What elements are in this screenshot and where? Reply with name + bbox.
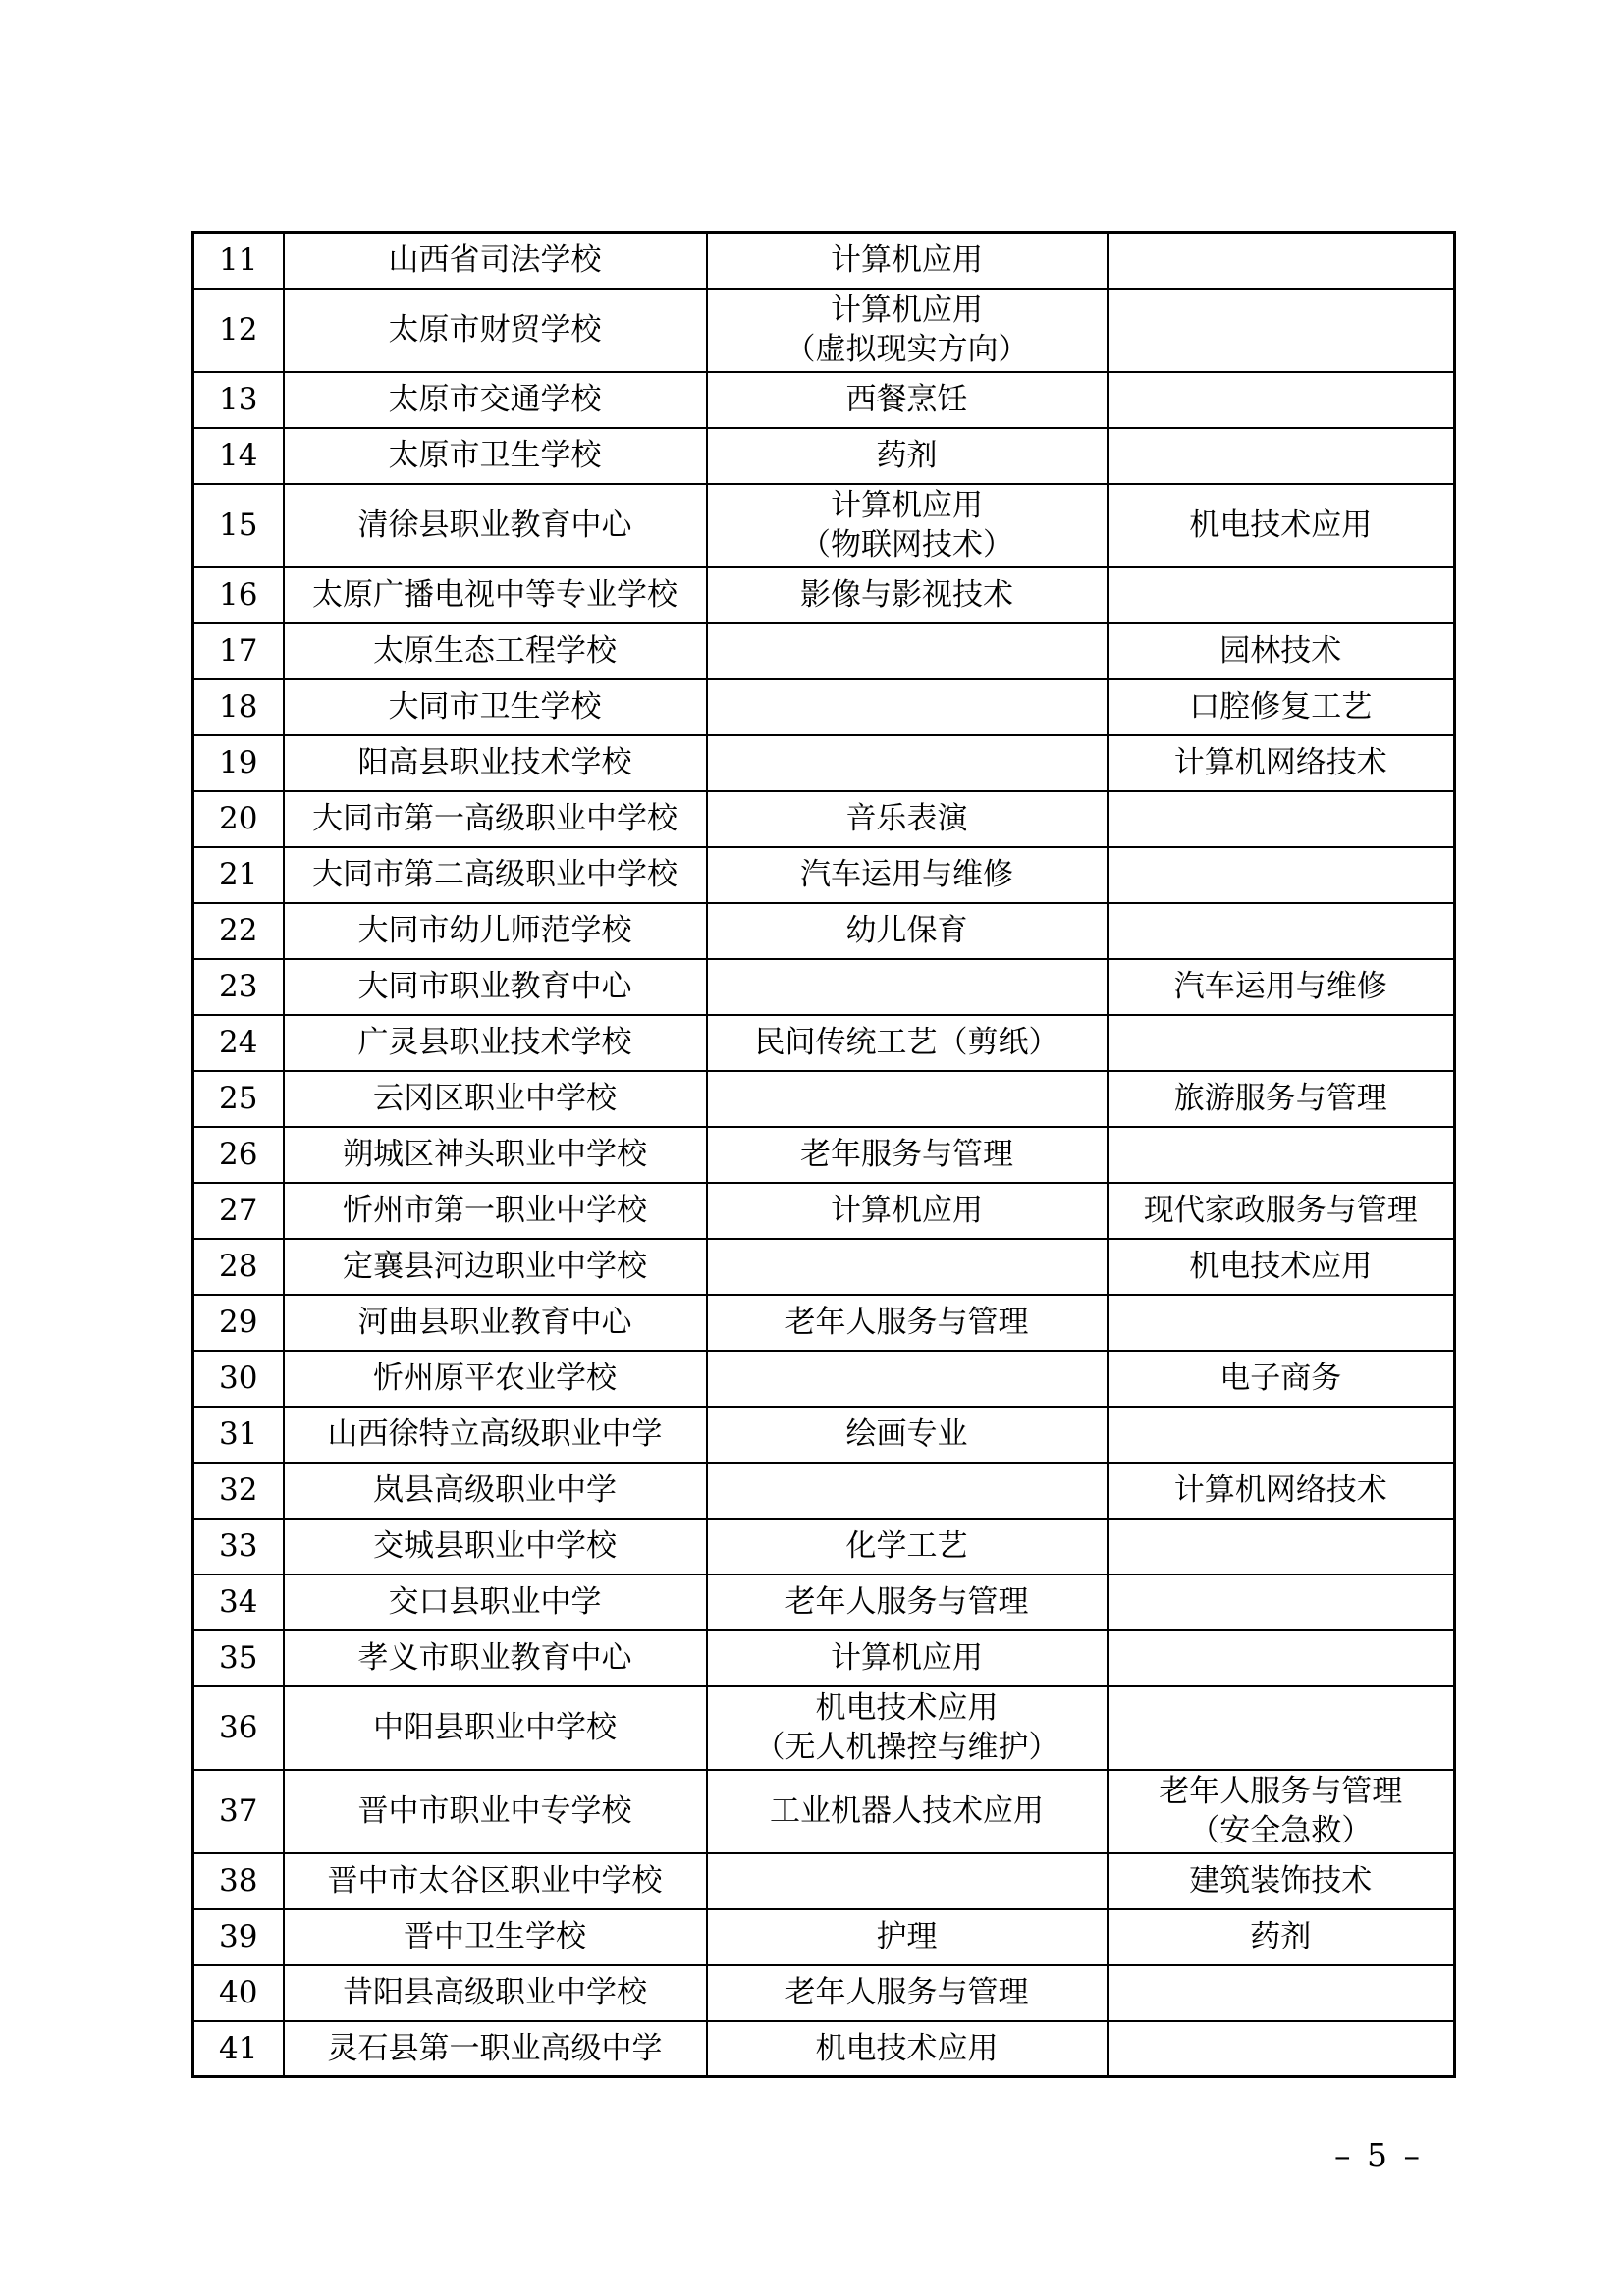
- major1-cell: [707, 1127, 1108, 1183]
- cell-text-line: 幼儿保育: [845, 913, 968, 948]
- school-name-cell: [284, 428, 707, 484]
- cell-text-line: 19: [219, 745, 258, 780]
- major1-cell: [707, 1909, 1108, 1965]
- row-number-cell: [193, 959, 284, 1015]
- cell-text-line: 18: [219, 689, 258, 724]
- school-name-cell: [284, 735, 707, 791]
- table-row: [193, 1015, 1455, 1071]
- cell-text-line: 机电技术应用: [1189, 1249, 1373, 1284]
- cell-text-line: 山西徐特立高级职业中学: [327, 1416, 663, 1452]
- cell-text-line: 13: [219, 382, 258, 417]
- cell-text-line: 28: [219, 1249, 258, 1284]
- major1-cell: [707, 1071, 1108, 1127]
- cell-text-line: 老年人服务与管理: [785, 1305, 1029, 1340]
- major1-cell: [707, 1239, 1108, 1295]
- major1-cell: [707, 567, 1108, 623]
- school-name-cell: [284, 233, 707, 289]
- row-number-cell: [193, 1853, 284, 1909]
- cell-text-line: 电子商务: [1219, 1361, 1342, 1396]
- row-number-cell: [193, 233, 284, 289]
- cell-text-line: （物联网技术）: [800, 527, 1013, 562]
- school-name-cell: [284, 1770, 707, 1853]
- major2-cell: [1108, 1853, 1455, 1909]
- row-number-cell: [193, 623, 284, 679]
- cell-text-line: 40: [219, 1975, 258, 2010]
- row-number-cell: [193, 735, 284, 791]
- cell-text-line: 民间传统工艺（剪纸）: [754, 1025, 1059, 1060]
- cell-text-line: 西餐烹饪: [845, 382, 968, 417]
- major1-cell: [707, 791, 1108, 847]
- row-number-cell: [193, 1183, 284, 1239]
- major1-cell: [707, 1770, 1108, 1853]
- table-row: [193, 679, 1455, 735]
- school-name-cell: [284, 567, 707, 623]
- cell-text-line: 24: [219, 1025, 258, 1060]
- table-row: [193, 1239, 1455, 1295]
- major2-cell: [1108, 428, 1455, 484]
- table-row: [193, 959, 1455, 1015]
- major2-cell: [1108, 903, 1455, 959]
- cell-text-line: 17: [219, 633, 258, 668]
- table-row: [193, 1127, 1455, 1183]
- table-row: [193, 484, 1455, 567]
- cell-text-line: （虚拟现实方向）: [785, 332, 1029, 367]
- cell-text-line: 26: [219, 1137, 258, 1172]
- cell-text-line: 交城县职业中学校: [373, 1528, 617, 1564]
- school-name-cell: [284, 1519, 707, 1575]
- major1-cell: [707, 289, 1108, 372]
- cell-text-line: 老年人服务与管理: [785, 1975, 1029, 2010]
- cell-text-line: 旅游服务与管理: [1173, 1081, 1387, 1116]
- cell-text-line: 晋中市职业中专学校: [357, 1793, 632, 1829]
- major1-cell: [707, 735, 1108, 791]
- cell-text-line: 太原市交通学校: [388, 382, 602, 417]
- table-row: [193, 1630, 1455, 1686]
- major2-cell: [1108, 1463, 1455, 1519]
- major2-cell: [1108, 735, 1455, 791]
- school-name-cell: [284, 1853, 707, 1909]
- cell-text-line: 36: [219, 1710, 258, 1745]
- school-name-cell: [284, 372, 707, 428]
- cell-text-line: 29: [219, 1305, 258, 1340]
- major1-cell: [707, 2021, 1108, 2077]
- row-number-cell: [193, 1015, 284, 1071]
- cell-text-line: 机电技术应用: [815, 2030, 999, 2066]
- school-name-cell: [284, 1015, 707, 1071]
- cell-text-line: 化学工艺: [845, 1528, 968, 1564]
- cell-text-line: 23: [219, 969, 258, 1004]
- cell-text-line: 34: [219, 1584, 258, 1620]
- major2-cell: [1108, 289, 1455, 372]
- major2-cell: [1108, 1909, 1455, 1965]
- row-number-cell: [193, 903, 284, 959]
- cell-text-line: 大同市第二高级职业中学校: [312, 857, 677, 892]
- row-number-cell: [193, 679, 284, 735]
- cell-text-line: 交口县职业中学: [388, 1584, 602, 1620]
- cell-text-line: 计算机应用: [831, 1193, 983, 1228]
- row-number-cell: [193, 484, 284, 567]
- major1-cell: [707, 233, 1108, 289]
- schools-table-body: [193, 233, 1455, 2077]
- major2-cell: [1108, 1575, 1455, 1630]
- major1-cell: [707, 1630, 1108, 1686]
- cell-text-line: 药剂: [1250, 1919, 1312, 1954]
- row-number-cell: [193, 1127, 284, 1183]
- school-name-cell: [284, 1630, 707, 1686]
- cell-text-line: 定襄县河边职业中学校: [343, 1249, 647, 1284]
- table-row: [193, 1686, 1455, 1770]
- major1-cell: [707, 623, 1108, 679]
- row-number-cell: [193, 847, 284, 903]
- school-name-cell: [284, 1909, 707, 1965]
- major2-cell: [1108, 1686, 1455, 1770]
- major1-cell: [707, 1463, 1108, 1519]
- row-number-cell: [193, 1909, 284, 1965]
- row-number-cell: [193, 2021, 284, 2077]
- row-number-cell: [193, 1295, 284, 1351]
- cell-text-line: 药剂: [876, 438, 938, 473]
- school-name-cell: [284, 1463, 707, 1519]
- table-row: [193, 1407, 1455, 1463]
- row-number-cell: [193, 1770, 284, 1853]
- major1-cell: [707, 1015, 1108, 1071]
- school-name-cell: [284, 1127, 707, 1183]
- table-row: [193, 1909, 1455, 1965]
- school-name-cell: [284, 1239, 707, 1295]
- row-number-cell: [193, 428, 284, 484]
- table-row: [193, 372, 1455, 428]
- cell-text-line: 计算机网络技术: [1173, 1472, 1387, 1508]
- school-name-cell: [284, 1295, 707, 1351]
- cell-text-line: 35: [219, 1640, 258, 1676]
- major2-cell: [1108, 1407, 1455, 1463]
- cell-text-line: 汽车运用与维修: [800, 857, 1013, 892]
- major1-cell: [707, 1853, 1108, 1909]
- school-name-cell: [284, 959, 707, 1015]
- cell-text-line: 22: [219, 913, 258, 948]
- cell-text-line: 晋中卫生学校: [404, 1919, 586, 1954]
- cell-text-line: 41: [219, 2030, 258, 2066]
- row-number-cell: [193, 1239, 284, 1295]
- cell-text-line: 昔阳县高级职业中学校: [343, 1975, 647, 2010]
- cell-text-line: 14: [219, 438, 258, 473]
- table-row: [193, 735, 1455, 791]
- cell-text-line: 忻州市第一职业中学校: [343, 1193, 647, 1228]
- cell-text-line: 计算机应用: [831, 488, 983, 523]
- page-number: – 5 –: [1334, 2136, 1423, 2174]
- cell-text-line: 音乐表演: [845, 801, 968, 836]
- cell-text-line: 影像与影视技术: [800, 577, 1013, 613]
- schools-table: [191, 231, 1456, 2078]
- cell-text-line: 晋中市太谷区职业中学校: [327, 1863, 663, 1898]
- cell-text-line: 20: [219, 801, 258, 836]
- major2-cell: [1108, 1630, 1455, 1686]
- row-number-cell: [193, 791, 284, 847]
- cell-text-line: 计算机应用: [831, 1640, 983, 1676]
- school-name-cell: [284, 679, 707, 735]
- school-name-cell: [284, 1686, 707, 1770]
- row-number-cell: [193, 1965, 284, 2021]
- cell-text-line: 岚县高级职业中学: [373, 1472, 617, 1508]
- table-row: [193, 2021, 1455, 2077]
- table-row: [193, 1071, 1455, 1127]
- major2-cell: [1108, 1239, 1455, 1295]
- table-row: [193, 1853, 1455, 1909]
- cell-text-line: （安全急救）: [1189, 1813, 1373, 1848]
- cell-text-line: 39: [219, 1919, 258, 1954]
- cell-text-line: 30: [219, 1361, 258, 1396]
- school-name-cell: [284, 1351, 707, 1407]
- cell-text-line: 太原生态工程学校: [373, 633, 617, 668]
- cell-text-line: 31: [219, 1416, 258, 1452]
- cell-text-line: 阳高县职业技术学校: [357, 745, 632, 780]
- cell-text-line: 25: [219, 1081, 258, 1116]
- cell-text-line: 32: [219, 1472, 258, 1508]
- row-number-cell: [193, 1630, 284, 1686]
- cell-text-line: 绘画专业: [845, 1416, 968, 1452]
- major1-cell: [707, 1295, 1108, 1351]
- cell-text-line: 机电技术应用: [1189, 507, 1373, 543]
- table-row: [193, 1965, 1455, 2021]
- table-row: [193, 903, 1455, 959]
- table-row: [193, 428, 1455, 484]
- cell-text-line: 灵石县第一职业高级中学: [327, 2030, 663, 2066]
- row-number-cell: [193, 1351, 284, 1407]
- row-number-cell: [193, 372, 284, 428]
- row-number-cell: [193, 1407, 284, 1463]
- cell-text-line: 口腔修复工艺: [1189, 689, 1373, 724]
- table-row: [193, 1770, 1455, 1853]
- cell-text-line: 大同市第一高级职业中学校: [312, 801, 677, 836]
- major1-cell: [707, 372, 1108, 428]
- cell-text-line: 33: [219, 1528, 258, 1564]
- school-name-cell: [284, 623, 707, 679]
- major2-cell: [1108, 1519, 1455, 1575]
- cell-text-line: 汽车运用与维修: [1173, 969, 1387, 1004]
- major2-cell: [1108, 791, 1455, 847]
- school-name-cell: [284, 791, 707, 847]
- row-number-cell: [193, 289, 284, 372]
- cell-text-line: 护理: [876, 1919, 938, 1954]
- major1-cell: [707, 428, 1108, 484]
- major1-cell: [707, 1519, 1108, 1575]
- table-row: [193, 791, 1455, 847]
- cell-text-line: 山西省司法学校: [388, 242, 602, 279]
- cell-text-line: 老年人服务与管理: [785, 1584, 1029, 1620]
- major2-cell: [1108, 233, 1455, 289]
- row-number-cell: [193, 1071, 284, 1127]
- cell-text-line: 21: [219, 857, 258, 892]
- school-name-cell: [284, 903, 707, 959]
- school-name-cell: [284, 1965, 707, 2021]
- school-name-cell: [284, 289, 707, 372]
- major2-cell: [1108, 1770, 1455, 1853]
- cell-text-line: 太原市卫生学校: [388, 438, 602, 473]
- major2-cell: [1108, 484, 1455, 567]
- major1-cell: [707, 484, 1108, 567]
- major1-cell: [707, 1407, 1108, 1463]
- cell-text-line: 15: [219, 507, 258, 543]
- cell-text-line: 大同市幼儿师范学校: [357, 913, 632, 948]
- cell-text-line: 朔城区神头职业中学校: [343, 1137, 647, 1172]
- table-row: [193, 233, 1455, 289]
- major1-cell: [707, 903, 1108, 959]
- major2-cell: [1108, 1351, 1455, 1407]
- cell-text-line: 现代家政服务与管理: [1143, 1193, 1418, 1228]
- cell-text-line: 38: [219, 1863, 258, 1898]
- cell-text-line: 计算机应用: [831, 242, 983, 279]
- cell-text-line: 27: [219, 1193, 258, 1228]
- major2-cell: [1108, 959, 1455, 1015]
- table-row: [193, 289, 1455, 372]
- major2-cell: [1108, 372, 1455, 428]
- school-name-cell: [284, 847, 707, 903]
- row-number-cell: [193, 1575, 284, 1630]
- major2-cell: [1108, 567, 1455, 623]
- cell-text-line: 工业机器人技术应用: [770, 1793, 1044, 1829]
- cell-text-line: 12: [219, 312, 258, 347]
- school-name-cell: [284, 1575, 707, 1630]
- cell-text-line: 忻州原平农业学校: [373, 1361, 617, 1396]
- major2-cell: [1108, 1183, 1455, 1239]
- cell-text-line: （无人机操控与维护）: [754, 1730, 1059, 1765]
- school-name-cell: [284, 1071, 707, 1127]
- table-row: [193, 1463, 1455, 1519]
- cell-text-line: 建筑装饰技术: [1189, 1863, 1373, 1898]
- cell-text-line: 16: [219, 577, 258, 613]
- cell-text-line: 太原市财贸学校: [388, 312, 602, 347]
- table-row: [193, 1575, 1455, 1630]
- school-name-cell: [284, 2021, 707, 2077]
- major1-cell: [707, 847, 1108, 903]
- row-number-cell: [193, 567, 284, 623]
- cell-text-line: 37: [219, 1793, 258, 1829]
- cell-text-line: 广灵县职业技术学校: [357, 1025, 632, 1060]
- school-name-cell: [284, 1407, 707, 1463]
- major1-cell: [707, 1575, 1108, 1630]
- cell-text-line: 太原广播电视中等专业学校: [312, 577, 677, 613]
- row-number-cell: [193, 1463, 284, 1519]
- cell-text-line: 河曲县职业教育中心: [357, 1305, 632, 1340]
- cell-text-line: 中阳县职业中学校: [373, 1710, 617, 1745]
- table-row: [193, 1351, 1455, 1407]
- major2-cell: [1108, 1965, 1455, 2021]
- major2-cell: [1108, 1071, 1455, 1127]
- major2-cell: [1108, 1295, 1455, 1351]
- major2-cell: [1108, 2021, 1455, 2077]
- major1-cell: [707, 1686, 1108, 1770]
- cell-text-line: 计算机网络技术: [1173, 745, 1387, 780]
- cell-text-line: 机电技术应用: [815, 1690, 999, 1726]
- major2-cell: [1108, 679, 1455, 735]
- row-number-cell: [193, 1686, 284, 1770]
- table-row: [193, 1519, 1455, 1575]
- major1-cell: [707, 959, 1108, 1015]
- school-name-cell: [284, 484, 707, 567]
- table-row: [193, 567, 1455, 623]
- cell-text-line: 孝义市职业教育中心: [357, 1640, 632, 1676]
- school-name-cell: [284, 1183, 707, 1239]
- cell-text-line: 大同市卫生学校: [388, 689, 602, 724]
- cell-text-line: 11: [219, 242, 258, 279]
- table-row: [193, 1183, 1455, 1239]
- row-number-cell: [193, 1519, 284, 1575]
- table-row: [193, 1295, 1455, 1351]
- cell-text-line: 计算机应用: [831, 293, 983, 328]
- major1-cell: [707, 1965, 1108, 2021]
- cell-text-line: 大同市职业教育中心: [357, 969, 632, 1004]
- cell-text-line: 云冈区职业中学校: [373, 1081, 617, 1116]
- major1-cell: [707, 1183, 1108, 1239]
- table-row: [193, 623, 1455, 679]
- cell-text-line: 老年人服务与管理: [1159, 1774, 1403, 1809]
- cell-text-line: 老年服务与管理: [800, 1137, 1013, 1172]
- table-row: [193, 847, 1455, 903]
- major2-cell: [1108, 1015, 1455, 1071]
- major2-cell: [1108, 1127, 1455, 1183]
- cell-text-line: 园林技术: [1219, 633, 1342, 668]
- major2-cell: [1108, 623, 1455, 679]
- major1-cell: [707, 1351, 1108, 1407]
- major1-cell: [707, 679, 1108, 735]
- major2-cell: [1108, 847, 1455, 903]
- cell-text-line: 清徐县职业教育中心: [357, 507, 632, 543]
